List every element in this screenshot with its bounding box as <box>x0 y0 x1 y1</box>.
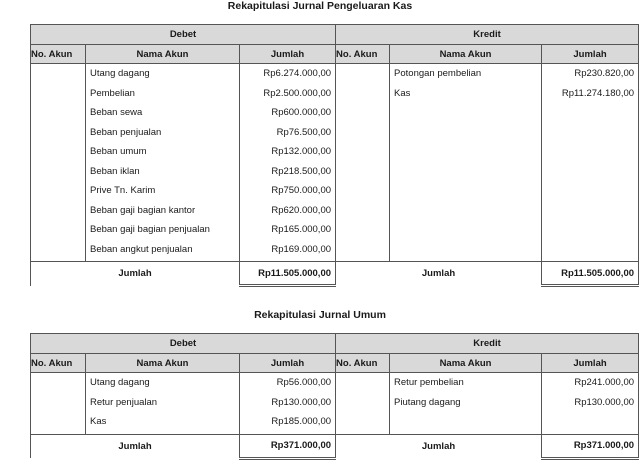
header-jumlah-debet: Jumlah <box>240 354 336 373</box>
total-label-debet: Jumlah <box>31 262 240 286</box>
debet-jumlah-cell: Rp130.000,00 <box>240 393 336 413</box>
total-label-kredit: Jumlah <box>336 434 542 458</box>
header-jumlah-kredit: Jumlah <box>542 45 639 64</box>
kredit-jumlah-cell <box>542 412 639 432</box>
total-kredit: Rp371.000,00 <box>542 434 639 458</box>
header-nama-akun-kredit: Nama Akun <box>390 354 542 373</box>
debet-jumlah-cell: Rp6.274.000,00 <box>240 64 336 84</box>
debet-jumlah-cell: Rp600.000,00 <box>240 103 336 123</box>
kredit-nama-akun-cell <box>390 220 542 240</box>
kredit-no-akun-cell <box>336 412 390 432</box>
header-nama-akun-debet: Nama Akun <box>86 45 240 64</box>
header-no-akun-debet: No. Akun <box>31 354 86 373</box>
kredit-jumlah-cell <box>542 181 639 201</box>
table-row <box>31 220 639 240</box>
kredit-nama-akun-cell: Kas <box>390 84 542 104</box>
kredit-no-akun-cell <box>336 123 390 143</box>
header-debet: Debet <box>31 25 336 45</box>
debet-no-akun-cell <box>31 84 86 104</box>
debet-jumlah-cell: Rp132.000,00 <box>240 142 336 162</box>
kredit-nama-akun-cell <box>390 181 542 201</box>
kredit-nama-akun-cell: Potongan pembelian <box>390 64 542 84</box>
kredit-no-akun-cell <box>336 103 390 123</box>
kredit-jumlah-cell: Rp230.820,00 <box>542 64 639 84</box>
kredit-jumlah-cell <box>542 201 639 221</box>
total-debet: Rp371.000,00 <box>240 434 336 458</box>
debet-no-akun-cell <box>31 123 86 143</box>
debet-jumlah-cell: Rp169.000,00 <box>240 240 336 260</box>
kredit-no-akun-cell <box>336 181 390 201</box>
debet-no-akun-cell <box>31 373 86 393</box>
table-row <box>31 412 639 432</box>
header-no-akun-kredit: No. Akun <box>336 45 390 64</box>
debet-jumlah-cell: Rp620.000,00 <box>240 201 336 221</box>
table-row <box>31 181 639 201</box>
debet-no-akun-cell <box>31 201 86 221</box>
debet-nama-akun-cell: Utang dagang <box>86 64 240 84</box>
header-no-akun-kredit: No. Akun <box>336 354 390 373</box>
header-jumlah-debet: Jumlah <box>240 45 336 64</box>
table-row <box>31 84 639 104</box>
kredit-nama-akun-cell <box>390 201 542 221</box>
kredit-nama-akun-cell <box>390 123 542 143</box>
debet-no-akun-cell <box>31 412 86 432</box>
kredit-no-akun-cell <box>336 142 390 162</box>
debet-no-akun-cell <box>31 103 86 123</box>
header-nama-akun-debet: Nama Akun <box>86 354 240 373</box>
rows-jurnal-umum <box>31 373 639 432</box>
debet-no-akun-cell <box>31 142 86 162</box>
kredit-no-akun-cell <box>336 64 390 84</box>
table-row <box>31 373 639 393</box>
debet-no-akun-cell <box>31 220 86 240</box>
kredit-no-akun-cell <box>336 84 390 104</box>
debet-nama-akun-cell: Beban gaji bagian penjualan <box>86 220 240 240</box>
debet-nama-akun-cell: Beban sewa <box>86 103 240 123</box>
kredit-no-akun-cell <box>336 393 390 413</box>
total-label-kredit: Jumlah <box>336 262 542 286</box>
kredit-no-akun-cell <box>336 373 390 393</box>
kredit-jumlah-cell <box>542 162 639 182</box>
header-no-akun-debet: No. Akun <box>31 45 86 64</box>
kredit-jumlah-cell: Rp11.274.180,00 <box>542 84 639 104</box>
kredit-nama-akun-cell <box>390 162 542 182</box>
kredit-jumlah-cell <box>542 123 639 143</box>
debet-jumlah-cell: Rp218.500,00 <box>240 162 336 182</box>
debet-no-akun-cell <box>31 240 86 260</box>
debet-nama-akun-cell: Kas <box>86 412 240 432</box>
kredit-nama-akun-cell <box>390 103 542 123</box>
debet-nama-akun-cell: Utang dagang <box>86 373 240 393</box>
total-kredit: Rp11.505.000,00 <box>542 262 639 286</box>
debet-jumlah-cell: Rp76.500,00 <box>240 123 336 143</box>
header-kredit: Kredit <box>336 25 639 45</box>
kredit-nama-akun-cell <box>390 240 542 260</box>
table-jurnal-umum <box>30 333 639 460</box>
debet-no-akun-cell <box>31 181 86 201</box>
kredit-no-akun-cell <box>336 201 390 221</box>
debet-nama-akun-cell: Beban gaji bagian kantor <box>86 201 240 221</box>
debet-nama-akun-cell: Retur penjualan <box>86 393 240 413</box>
debet-jumlah-cell: Rp2.500.000,00 <box>240 84 336 104</box>
kredit-jumlah-cell <box>542 142 639 162</box>
kredit-no-akun-cell <box>336 240 390 260</box>
kredit-jumlah-cell: Rp241.000,00 <box>542 373 639 393</box>
kredit-nama-akun-cell <box>390 142 542 162</box>
table-row <box>31 103 639 123</box>
title-jurnal-pengeluaran-kas: Rekapitulasi Jurnal Pengeluaran Kas <box>227 0 413 12</box>
table-row <box>31 142 639 162</box>
debet-no-akun-cell <box>31 162 86 182</box>
header-nama-akun-kredit: Nama Akun <box>390 45 542 64</box>
rows-jurnal-pengeluaran-kas <box>31 64 639 260</box>
debet-nama-akun-cell: Beban umum <box>86 142 240 162</box>
table-row <box>31 64 639 84</box>
total-label-debet: Jumlah <box>31 434 240 458</box>
kredit-nama-akun-cell <box>390 412 542 432</box>
debet-jumlah-cell: Rp185.000,00 <box>240 412 336 432</box>
title-jurnal-umum: Rekapitulasi Jurnal Umum <box>254 309 386 321</box>
debet-jumlah-cell: Rp165.000,00 <box>240 220 336 240</box>
kredit-jumlah-cell <box>542 220 639 240</box>
debet-jumlah-cell: Rp56.000,00 <box>240 373 336 393</box>
kredit-jumlah-cell <box>542 240 639 260</box>
kredit-no-akun-cell <box>336 162 390 182</box>
debet-jumlah-cell: Rp750.000,00 <box>240 181 336 201</box>
header-debet: Debet <box>31 334 336 354</box>
table-row <box>31 162 639 182</box>
debet-nama-akun-cell: Beban iklan <box>86 162 240 182</box>
total-debet: Rp11.505.000,00 <box>240 262 336 286</box>
kredit-no-akun-cell <box>336 220 390 240</box>
table-row <box>31 393 639 413</box>
kredit-nama-akun-cell: Retur pembelian <box>390 373 542 393</box>
table-row <box>31 123 639 143</box>
debet-no-akun-cell <box>31 393 86 413</box>
header-kredit: Kredit <box>336 334 639 354</box>
debet-nama-akun-cell: Beban penjualan <box>86 123 240 143</box>
table-row <box>31 240 639 260</box>
debet-nama-akun-cell: Pembelian <box>86 84 240 104</box>
kredit-jumlah-cell: Rp130.000,00 <box>542 393 639 413</box>
kredit-jumlah-cell <box>542 103 639 123</box>
debet-nama-akun-cell: Prive Tn. Karim <box>86 181 240 201</box>
debet-nama-akun-cell: Beban angkut penjualan <box>86 240 240 260</box>
table-row <box>31 201 639 221</box>
header-jumlah-kredit: Jumlah <box>542 354 639 373</box>
table-jurnal-pengeluaran-kas <box>30 24 639 287</box>
debet-no-akun-cell <box>31 64 86 84</box>
kredit-nama-akun-cell: Piutang dagang <box>390 393 542 413</box>
